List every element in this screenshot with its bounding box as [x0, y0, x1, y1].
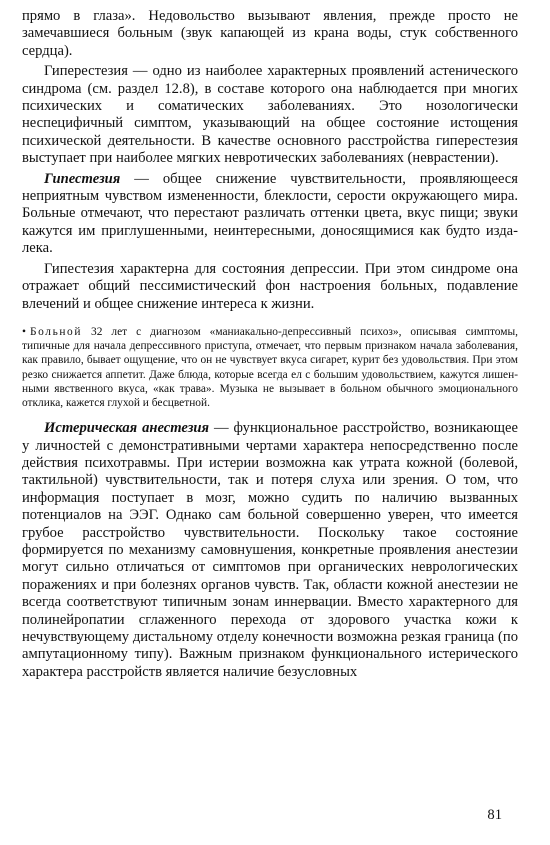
- paragraph-hypesthesia-text: — общее снижение чувствительности, проявляющееся неприятным чувством измененности, блеклости, серости окружающего мира. Больные отмечают, что перестают различать оттенки цвета, вкус пищи; звуки кажутся им приглушенными, неинтересными, доносящимися как будто издалека.: [22, 170, 518, 257]
- paragraph-hypesthesia: [22, 171, 518, 258]
- term-hysterical-anesthesia: Истерическая анестезия: [44, 420, 210, 437]
- body-text: [22, 8, 518, 681]
- case-marker: •: [22, 325, 26, 338]
- paragraph-hysterical-anesthesia-text: — функциональное расстройство, возникающее у личностей с демонстративными чертами характера непосредственно после действия психотравмы. При истерии возможна как утрата кожной (болевой, тактильной) чувствительности, так и потеря слуха или зрения. О том, что информация поступает в мозг, можно судить по наличию вызванных потенциалов на ЭЭГ. Однако сам больной совершенно уверен, что имеется грубое расстройство чувствительности. Поскольку такое состояние формируется по механизму самовнушения, конкретные проявления анестезии могут сильно отличаться от симптомов при органических неврологических поражениях и при болезнях органов чувств. Так, области кожной анестезии не всегда соответствуют типичным зонам иннервации. Вместо характерного для полинейропатии сглаженного перехода от здорового участка кожи к нечувствующему дистальному отделу конечности возможна резкая граница (по ампутационному типу). Важным признаком функционального истерического характера расстройств является наличие безусловных: [22, 420, 518, 680]
- paragraph-depression: Гипестезия характерна для состояния депрессии. При этом синдроме она отражает общий пессимистический фон настроения больных, подавление влечений и общее снижение интереса к жизни.: [22, 260, 518, 312]
- case-text: 32 лет с диагнозом «маниакально-депрессивный психоз», описывая симптомы, типичные для начала депрессивного приступа, отмечает, что первым признаком начала заболевания, как правило, бывает ощущение, что он не чувствует вкуса сигарет, курит без удовольствия. При этом резко снижается аппетит. Даже блюда, которые всегда ел с большим удовольствием, кажутся лишенными явственного вкуса, «как трава». Музыка не вызывает в больном обычного эмоционального отклика, кажется глухой и бесцветной.: [22, 325, 518, 409]
- paragraph-hyperesthesia: Гиперестезия — одно из наиболее характерных проявлений астенического синдрома (см. раздел 12.8), в составе которого она наблюдается при многих психических и соматических заболеваниях. Это нозологически неспецифичный симптом, указывающий на общее состояние истощения психической деятельности. В качестве основного расстройства гиперестезия выступает при наиболее мягких невротических заболеваниях (неврастении).: [22, 63, 518, 167]
- case-lead-word: Больной: [30, 325, 83, 338]
- case-example: [22, 325, 518, 410]
- paragraph-hysterical-anesthesia: [22, 420, 518, 681]
- term-hypesthesia: Гипестезия: [44, 170, 121, 187]
- page-number: 81: [487, 807, 502, 823]
- paragraph-continued: прямо в глаза». Недовольство вызывают явления, прежде просто не замечавшиеся больным (звук капающей из крана воды, стук собственного сердца).: [22, 8, 518, 59]
